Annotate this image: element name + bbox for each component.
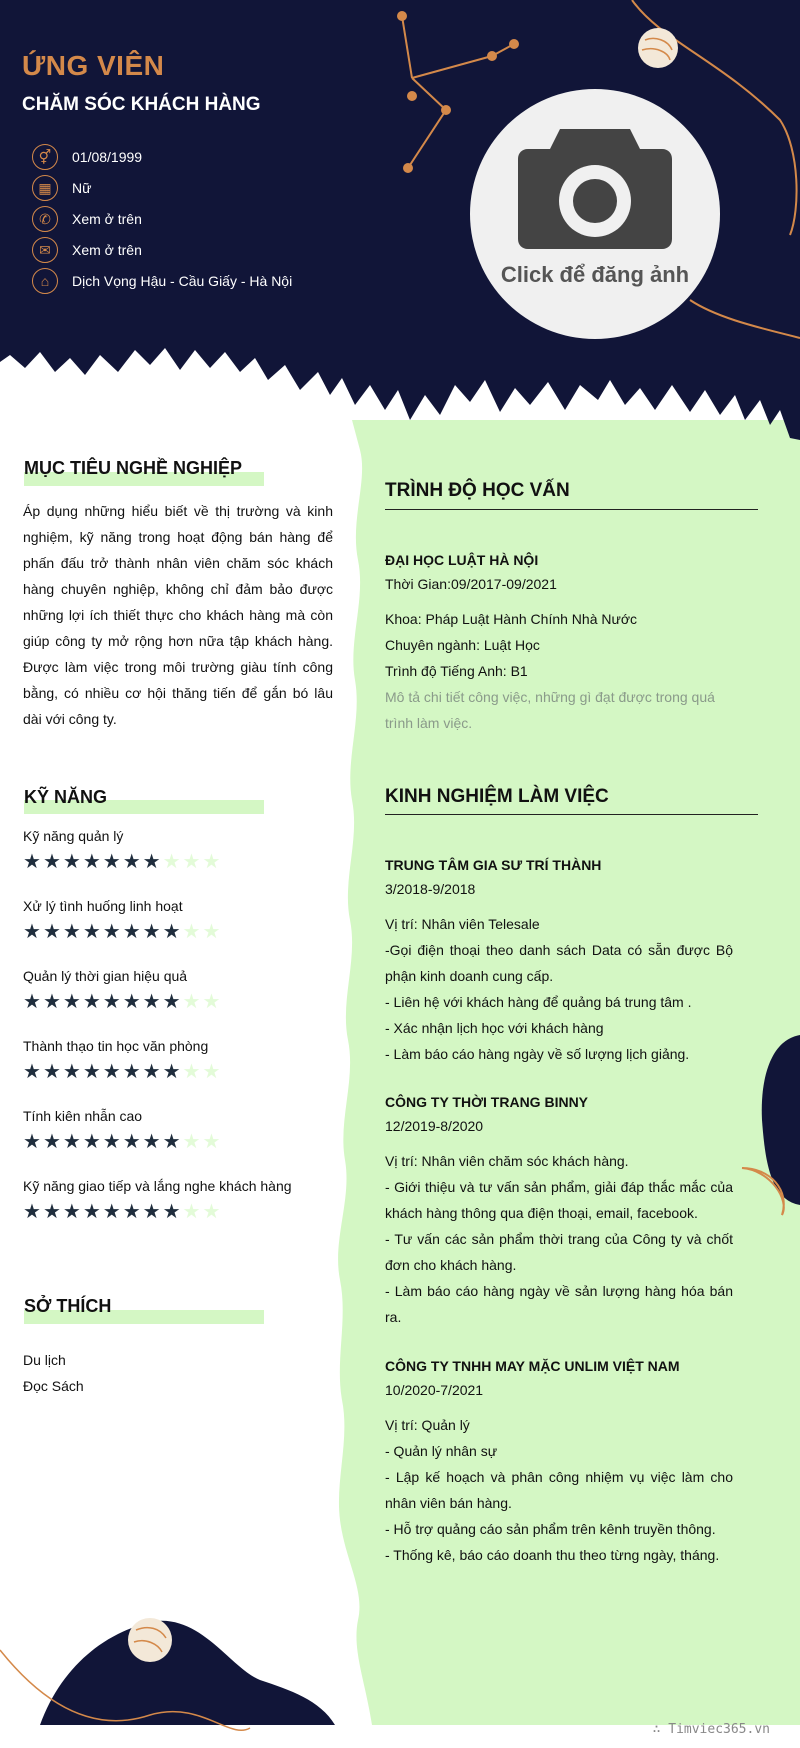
job-company: CÔNG TY TNHH MAY MẶC UNLIM VIỆT NAM [385, 1358, 680, 1374]
star-icon: ★ [122, 851, 141, 873]
star-icon: ★ [142, 921, 161, 943]
star-icon: ★ [23, 851, 41, 873]
education-divider [385, 509, 758, 510]
skill-rating[interactable] [23, 922, 220, 942]
star-icon: ★ [23, 991, 41, 1013]
star-icon: ★ [102, 1131, 121, 1153]
star-icon: ★ [162, 921, 181, 943]
job-line: Vị trí: Nhân viên chăm sóc khách hàng. [385, 1153, 629, 1169]
education-english: Trình độ Tiếng Anh: B1 [385, 663, 528, 679]
job-line: - Thống kê, báo cáo doanh thu theo từng ngày, tháng. [385, 1547, 720, 1563]
photo-upload[interactable] [470, 89, 720, 339]
job-line: - Quản lý nhân sự [385, 1443, 498, 1459]
job-line: - Liên hệ với khách hàng để quảng bá trung tâm . [385, 994, 692, 1010]
job-company: CÔNG TY THỜI TRANG BINNY [385, 1094, 589, 1110]
job-company: TRUNG TÂM GIA SƯ TRÍ THÀNH [385, 857, 602, 873]
mail-icon: ✉ [32, 237, 58, 263]
star-icon: ★ [42, 1201, 61, 1223]
education-placeholder[interactable]: Mô tả chi tiết công việc, những gì đạt được trong quá trình làm việc. [385, 689, 715, 731]
star-icon: ★ [102, 921, 121, 943]
job-line: - Tư vấn các sản phẩm thời trang của Công ty và chốt đơn cho khách hàng. [385, 1231, 733, 1273]
calendar-icon: ▦ [32, 175, 58, 201]
bottom-mound [40, 1621, 335, 1725]
star-icon: ★ [42, 1061, 61, 1083]
job-line: - Lập kế hoạch và phân công nhiệm vụ việc làm cho nhân viên bán hàng. [385, 1469, 733, 1511]
address-text: Dịch Vọng Hậu - Cầu Giấy - Hà Nội [72, 273, 293, 289]
job-line: Vị trí: Quản lý [385, 1417, 470, 1433]
skill-name: Kỹ năng quản lý [23, 828, 124, 844]
objective-text: Áp dụng những hiểu biết về thị trường và kinh nghiệm, kỹ năng trong hoạt động bán hàng để phấn đấu trở thành nhân viên chăm sóc khách hàng chuyên nghiệp, không chỉ đảm bảo được những lợi ích thiết thực cho khách hàng mà còn giúp công ty mở rộng hơn nữa tập khách hàng. Được làm việc trong môi trường giàu tính công bằng, có nhiều cơ hội thăng tiến để gắn bó lâu dài với công ty. [23, 503, 333, 727]
star-icon: ★ [82, 1201, 101, 1223]
skill-rating[interactable] [23, 992, 220, 1012]
phone-text: Xem ở trên [72, 211, 142, 227]
education-faculty: Khoa: Pháp Luật Hành Chính Nhà Nước [385, 611, 638, 627]
star-icon: ★ [42, 921, 61, 943]
star-icon: ★ [202, 1131, 221, 1153]
watermark-logo: ∴ Timviec365.vn [652, 1722, 770, 1737]
star-icon: ★ [102, 1201, 121, 1223]
skill-rating[interactable] [23, 1062, 220, 1082]
star-icon: ★ [122, 1201, 141, 1223]
star-icon: ★ [62, 1061, 81, 1083]
phone-icon: ✆ [32, 206, 58, 232]
star-icon: ★ [202, 851, 221, 873]
skill-rating[interactable] [23, 1202, 220, 1222]
star-icon: ★ [62, 1201, 81, 1223]
star-icon: ★ [162, 851, 181, 873]
hobby-item: Du lịch [23, 1352, 66, 1368]
hobbies-title: SỞ THÍCH [24, 1296, 112, 1316]
star-icon: ★ [42, 1131, 61, 1153]
star-icon: ★ [102, 991, 121, 1013]
moon-top [638, 28, 678, 68]
star-icon: ★ [142, 851, 161, 873]
gender-birth-icon: ⚥ [32, 144, 58, 170]
star-icon: ★ [122, 1131, 141, 1153]
skill-name: Thành thạo tin học văn phòng [23, 1038, 209, 1054]
skill-rating[interactable] [23, 852, 220, 872]
star-icon: ★ [82, 1061, 101, 1083]
star-icon: ★ [202, 921, 221, 943]
skill-name: Tính kiên nhẫn cao [23, 1108, 143, 1124]
home-icon: ⌂ [32, 268, 58, 294]
job-line: - Giới thiệu và tư vấn sản phẩm, giải đáp thắc mắc của khách hàng thông qua điện thoại, email, facebook. [385, 1179, 733, 1221]
star-icon: ★ [182, 1131, 201, 1153]
star-icon: ★ [162, 991, 181, 1013]
gender-text: Nữ [72, 180, 92, 196]
education-school: ĐẠI HỌC LUẬT HÀ NỘI [385, 552, 539, 568]
skill-rating[interactable] [23, 1132, 220, 1152]
education-major: Chuyên ngành: Luật Học [385, 637, 540, 653]
objective-title: MỤC TIÊU NGHỀ NGHIỆP [24, 458, 243, 478]
birthdate-text: 01/08/1999 [72, 149, 143, 165]
star-icon: ★ [102, 1061, 121, 1083]
email-text: Xem ở trên [72, 242, 142, 258]
star-icon: ★ [142, 991, 161, 1013]
job-line: - Làm báo cáo hàng ngày về số lượng lịch giảng. [385, 1046, 690, 1062]
star-icon: ★ [23, 1131, 41, 1153]
experience-divider [385, 814, 758, 815]
skill-name: Xử lý tình huống linh hoạt [23, 898, 183, 914]
photo-upload-caption[interactable]: Click để đăng ảnh [500, 262, 690, 287]
star-icon: ★ [82, 1131, 101, 1153]
star-icon: ★ [182, 1061, 201, 1083]
star-icon: ★ [162, 1061, 181, 1083]
star-icon: ★ [122, 921, 141, 943]
info-row-phone [32, 205, 142, 233]
camera-icon [470, 89, 720, 339]
candidate-name: ỨNG VIÊN [22, 50, 165, 81]
info-row-birthdate [32, 143, 142, 171]
star-icon: ★ [42, 991, 61, 1013]
star-icon: ★ [23, 921, 41, 943]
star-icon: ★ [102, 851, 121, 873]
job-title: CHĂM SÓC KHÁCH HÀNG [22, 94, 261, 115]
star-icon: ★ [142, 1131, 161, 1153]
star-icon: ★ [142, 1061, 161, 1083]
star-icon: ★ [162, 1131, 181, 1153]
skills-title: KỸ NĂNG [24, 787, 108, 807]
star-icon: ★ [202, 991, 221, 1013]
info-row-email [32, 236, 142, 264]
job-line: Vị trí: Nhân viên Telesale [385, 916, 540, 932]
job-time: 3/2018-9/2018 [385, 881, 476, 897]
education-title: TRÌNH ĐỘ HỌC VẤN [385, 480, 570, 501]
star-icon: ★ [62, 851, 81, 873]
experience-title: KINH NGHIỆM LÀM VIỆC [385, 786, 609, 807]
star-icon: ★ [82, 921, 101, 943]
job-line: - Xác nhận lịch học với khách hàng [385, 1020, 604, 1036]
skill-name: Quản lý thời gian hiệu quả [23, 968, 188, 984]
star-icon: ★ [202, 1061, 221, 1083]
info-row-address [32, 267, 292, 295]
star-icon: ★ [82, 991, 101, 1013]
star-icon: ★ [182, 921, 201, 943]
star-icon: ★ [182, 991, 201, 1013]
star-icon: ★ [122, 991, 141, 1013]
star-icon: ★ [122, 1061, 141, 1083]
info-row-gender [32, 174, 91, 202]
hobby-item: Đọc Sách [23, 1378, 84, 1394]
star-icon: ★ [62, 991, 81, 1013]
star-icon: ★ [42, 851, 61, 873]
job-line: -Gọi điện thoại theo danh sách Data có sẵn được Bộ phận kinh doanh cung cấp. [385, 942, 733, 984]
star-icon: ★ [202, 1201, 221, 1223]
job-time: 12/2019-8/2020 [385, 1118, 484, 1134]
star-icon: ★ [82, 851, 101, 873]
star-icon: ★ [142, 1201, 161, 1223]
star-icon: ★ [182, 1201, 201, 1223]
moon-bottom [128, 1618, 172, 1662]
job-line: - Hỗ trợ quảng cáo sản phẩm trên kênh truyền thông. [385, 1521, 716, 1537]
star-icon: ★ [182, 851, 201, 873]
job-time: 10/2020-7/2021 [385, 1382, 484, 1398]
star-icon: ★ [23, 1061, 41, 1083]
education-time: Thời Gian:09/2017-09/2021 [385, 576, 557, 592]
star-icon: ★ [62, 921, 81, 943]
job-line: - Làm báo cáo hàng ngày về sản lượng hàng hóa bán ra. [385, 1283, 733, 1325]
star-icon: ★ [23, 1201, 41, 1223]
skill-name: Kỹ năng giao tiếp và lắng nghe khách hàng [23, 1178, 292, 1194]
star-icon: ★ [162, 1201, 181, 1223]
star-icon: ★ [62, 1131, 81, 1153]
